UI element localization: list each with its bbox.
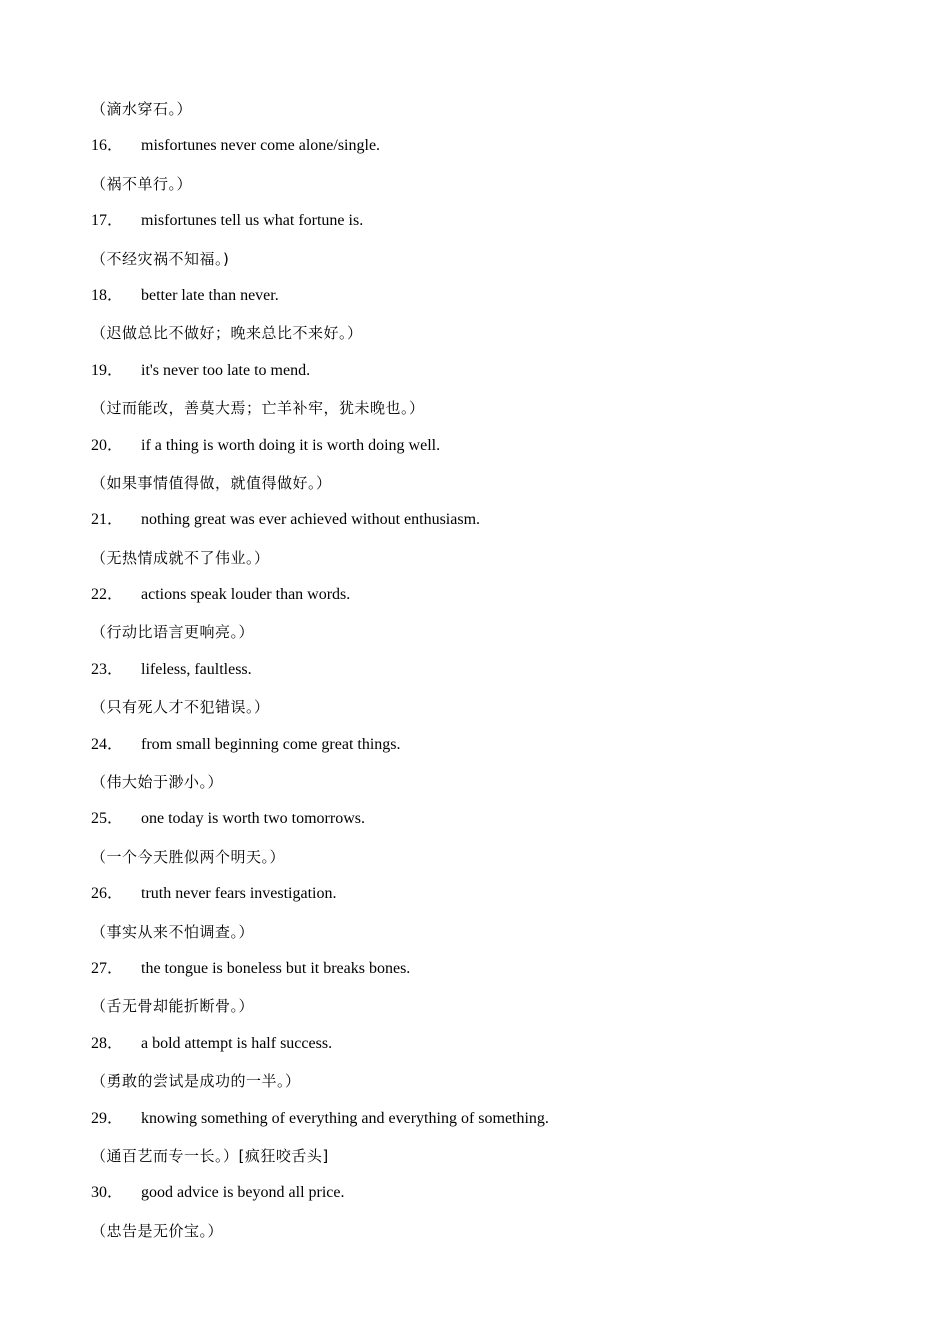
proverb-item [91,1033,871,1070]
proverb-item [91,808,871,845]
proverb-item [91,1108,871,1145]
proverb-translation: （无热情成就不了伟业。） [91,548,270,567]
proverb-english: misfortunes tell us what fortune is. [141,212,364,230]
proverb-translation: （只有死人才不犯错误。） [91,698,270,717]
proverb-english: knowing something of everything and everything of something. [141,1109,549,1127]
proverb-translation: （滴水穿石。） [91,100,193,118]
proverb-item [91,958,871,995]
item-number: 25． [91,810,124,828]
proverb-english: the tongue is boneless but it breaks bones. [141,959,411,977]
proverb-translation: （事实从来不怕调查。） [91,922,255,941]
item-number: 26． [91,885,124,903]
proverb-item [91,210,871,247]
proverb-english: a bold attempt is half success. [141,1034,333,1052]
proverb-item [91,883,871,920]
item-number: 18． [91,286,124,304]
proverb-item [91,360,871,397]
proverb-english: truth never fears investigation. [141,885,337,903]
proverb-item [91,509,871,546]
proverb-english: one today is worth two tomorrows. [141,810,365,828]
proverb-item [91,584,871,621]
proverb-english: misfortunes never come alone/single. [141,137,381,155]
proverb-item [91,734,871,771]
item-number: 28． [91,1034,124,1052]
proverb-english: actions speak louder than words. [141,586,351,604]
proverb-translation: （不经灾祸不知福。) [91,249,230,268]
proverb-english: lifeless, faultless. [141,660,252,678]
item-number: 21． [91,511,124,529]
proverb-list [91,98,871,1257]
item-number: 19． [91,361,124,379]
proverb-item [91,285,871,322]
proverb-translation: （迟做总比不做好；晚来总比不来好。） [91,324,363,343]
proverb-item [91,659,871,696]
proverb-english: better late than never. [141,286,279,304]
proverb-translation: （舌无骨却能折断骨。） [91,997,255,1016]
item-number: 24． [91,735,124,753]
item-number: 30． [91,1184,124,1202]
item-number: 17． [91,212,124,230]
proverb-item [91,435,871,472]
proverb-translation: （忠告是无价宝。） [91,1221,224,1240]
item-number: 23． [91,660,124,678]
proverb-english: from small beginning come great things. [141,735,401,753]
item-number: 16． [91,137,124,155]
proverb-translation: （通百艺而专一长。）[疯狂咬舌头] [91,1146,329,1165]
proverb-english: if a thing is worth doing it is worth doing well. [141,436,441,454]
proverb-english: good advice is beyond all price. [141,1184,345,1202]
proverb-english: it's never too late to mend. [141,361,311,379]
proverb-translation: （勇敢的尝试是成功的一半。） [91,1072,301,1091]
proverb-translation: （过而能改，善莫大焉；亡羊补牢，犹未晚也。） [91,399,425,418]
item-number: 20． [91,436,124,454]
proverb-translation: （如果事情值得做，就值得做好。） [91,473,332,492]
proverb-translation: （伟大始于渺小。） [91,773,224,792]
item-number: 27． [91,959,124,977]
item-number: 22． [91,586,124,604]
item-number: 29． [91,1109,124,1127]
proverb-english: nothing great was ever achieved without enthusiasm. [141,511,481,529]
proverb-item [91,135,871,172]
proverb-item [91,1182,871,1219]
proverb-translation: （祸不单行。） [91,174,193,193]
proverb-translation: （行动比语言更响亮。） [91,623,255,642]
proverb-translation: （一个今天胜似两个明天。） [91,847,286,866]
